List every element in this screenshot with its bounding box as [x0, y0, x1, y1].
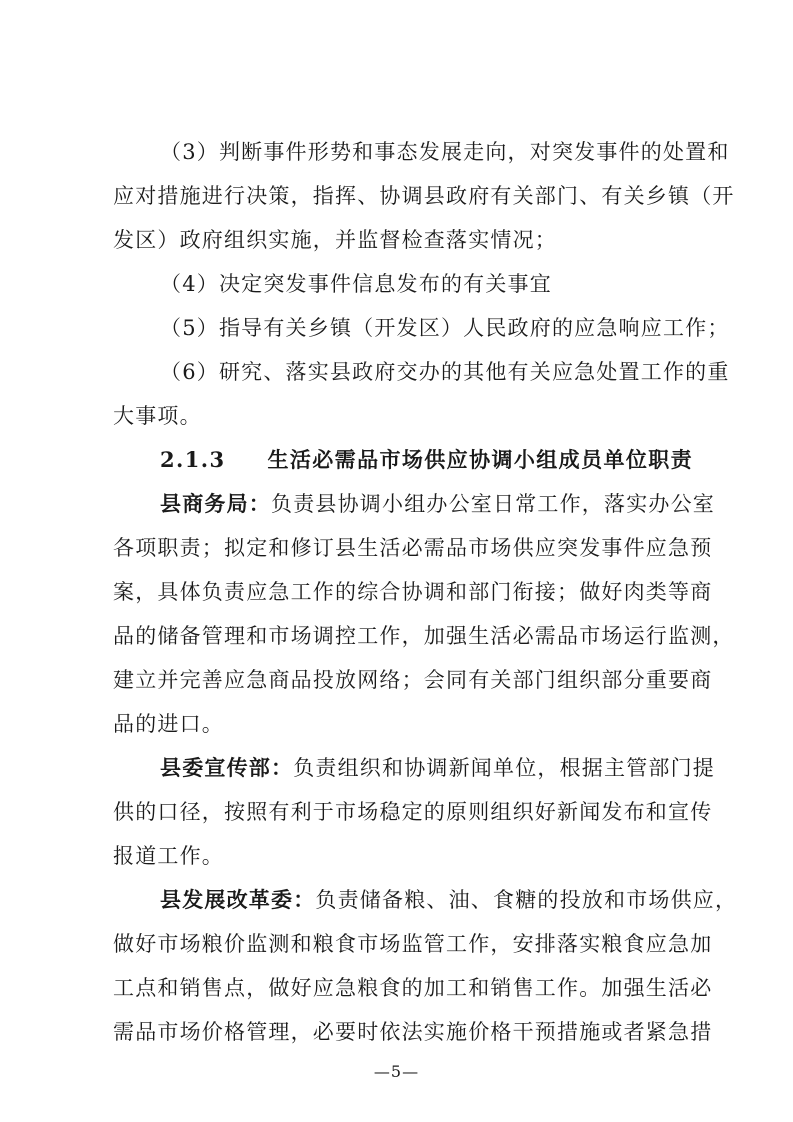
paragraph-4-line-1: （4）决定突发事件信息发布的有关事宜: [160, 272, 552, 296]
publicity-line-3: 报道工作。: [113, 844, 224, 868]
page-number: —5—: [373, 1062, 420, 1081]
publicity-line-2: 供的口径，按照有利于市场稳定的原则组织好新闻发布和宣传: [113, 800, 713, 824]
commerce-label: 县商务局：: [160, 491, 271, 516]
section-heading: [160, 446, 693, 474]
paragraph-3-line-2: 应对措施进行决策，指挥、协调县政府有关部门、有关乡镇（开: [113, 184, 735, 208]
publicity-label: 县委宣传部：: [160, 755, 294, 780]
section-title: 生活必需品市场供应协调小组成员单位职责: [267, 447, 694, 472]
reform-line-3: 工点和销售点，做好应急粮食的加工和销售工作。加强生活必: [113, 976, 713, 1000]
reform-line-4: 需品市场价格管理，必要时依法实施价格干预措施或者紧急措: [113, 1020, 713, 1044]
paragraph-3-line-3: 发区）政府组织实施，并监督检查落实情况；: [113, 228, 557, 252]
reform-text-1: 负责储备粮、油、食糖的投放和市场供应，: [315, 888, 738, 912]
paragraph-5-line-1: （5）指导有关乡镇（开发区）人民政府的应急响应工作；: [160, 316, 730, 340]
section-number: 2.1.3: [160, 447, 226, 472]
paragraph-6-line-1: （6）研究、落实县政府交办的其他有关应急处置工作的重: [160, 360, 730, 384]
publicity-line-1: [160, 754, 715, 782]
paragraph-3-line-1: （3）判断事件形势和事态发展走向，对突发事件的处置和: [160, 140, 730, 164]
paragraph-6-line-2: 大事项。: [113, 404, 202, 428]
commerce-line-2: 各项职责；拟定和修订县生活必需品市场供应突发事件应急预: [113, 536, 713, 560]
commerce-line-5: 建立并完善应急商品投放网络；会同有关部门组织部分重要商: [113, 668, 713, 692]
reform-line-2: 做好市场粮价监测和粮食市场监管工作，安排落实粮食应急加: [113, 932, 713, 956]
commerce-line-6: 品的进口。: [113, 712, 224, 736]
publicity-text-1: 负责组织和协调新闻单位，根据主管部门提: [293, 756, 716, 780]
commerce-line-3: 案，具体负责应急工作的综合协调和部门衔接；做好肉类等商: [113, 580, 713, 604]
commerce-line-1: [160, 490, 715, 518]
reform-label: 县发展改革委：: [160, 887, 316, 912]
commerce-text-1: 负责县协调小组办公室日常工作，落实办公室: [271, 492, 715, 516]
reform-line-1: [160, 886, 737, 914]
commerce-line-4: 品的储备管理和市场调控工作，加强生活必需品市场运行监测，: [113, 624, 735, 648]
